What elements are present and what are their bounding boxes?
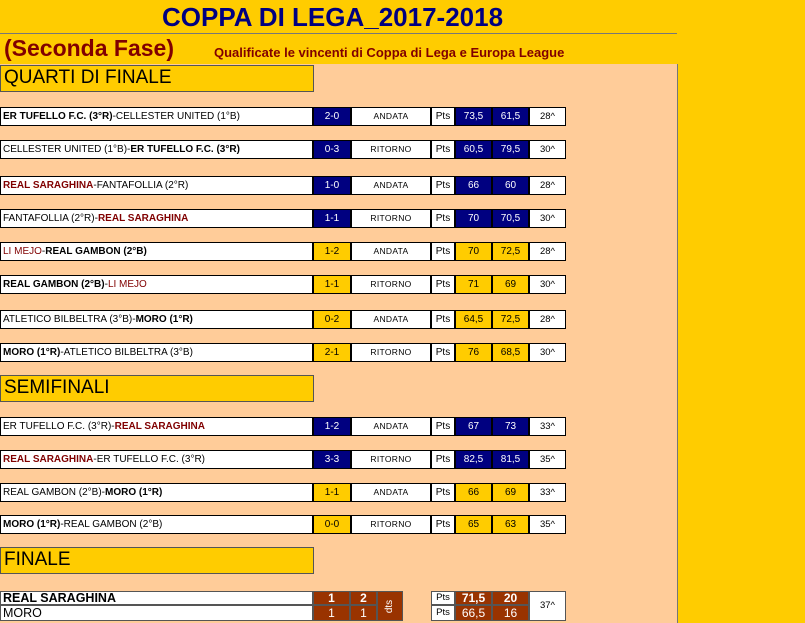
points-home: 76 bbox=[455, 343, 492, 362]
table-row bbox=[0, 515, 566, 534]
team-name: ER TUFELLO F.C. (3°R)- bbox=[3, 421, 115, 432]
match-day: 28^ bbox=[529, 310, 566, 329]
points-home: 70 bbox=[455, 209, 492, 228]
match-leg: ANDATA bbox=[351, 107, 431, 126]
match-score: 1-2 bbox=[313, 242, 351, 261]
final-dts-cell bbox=[377, 591, 403, 621]
final-pts-label2: Pts bbox=[431, 605, 455, 621]
points-away: 61,5 bbox=[492, 107, 529, 126]
final-t2-extra: 16 bbox=[492, 605, 529, 621]
match-day: 33^ bbox=[529, 417, 566, 436]
final-t2-goals1: 1 bbox=[313, 605, 350, 621]
points-home: 66 bbox=[455, 176, 492, 195]
match-name bbox=[0, 310, 313, 329]
final-t1-goals1: 1 bbox=[313, 591, 350, 605]
right-gold-panel bbox=[677, 0, 805, 623]
team-name: LI MEJO bbox=[107, 279, 147, 290]
pts-label: Pts bbox=[431, 242, 455, 261]
table-row bbox=[0, 417, 566, 436]
table-row bbox=[0, 209, 566, 228]
match-score: 1-1 bbox=[313, 483, 351, 502]
table-row bbox=[0, 450, 566, 469]
match-day: 28^ bbox=[529, 176, 566, 195]
points-home: 64,5 bbox=[455, 310, 492, 329]
points-away: 69 bbox=[492, 275, 529, 294]
match-name bbox=[0, 140, 313, 159]
section-quarter: QUARTI DI FINALE bbox=[0, 65, 314, 92]
match-name bbox=[0, 176, 313, 195]
team-name: ATLETICO BILBELTRA (3°B)- bbox=[3, 314, 136, 325]
section-semi: SEMIFINALI bbox=[0, 375, 314, 402]
match-score: 1-1 bbox=[313, 209, 351, 228]
phase-note: Qualificate le vincenti di Coppa di Lega e Europa League bbox=[214, 45, 565, 60]
pts-label: Pts bbox=[431, 515, 455, 534]
match-day: 30^ bbox=[529, 140, 566, 159]
team-name: ER TUFELLO F.C. (3°R) bbox=[130, 144, 240, 155]
match-score: 0-3 bbox=[313, 140, 351, 159]
team-name: REAL GAMBON (2°B) bbox=[3, 279, 105, 290]
phase-label: (Seconda Fase) bbox=[4, 35, 174, 61]
match-day: 35^ bbox=[529, 450, 566, 469]
match-name bbox=[0, 343, 313, 362]
final-team1: REAL SARAGHINA bbox=[0, 591, 313, 605]
title-divider bbox=[0, 33, 677, 34]
team-name: REAL SARAGHINA bbox=[114, 421, 205, 432]
table-row bbox=[0, 310, 566, 329]
right-divider bbox=[677, 64, 678, 623]
points-away: 79,5 bbox=[492, 140, 529, 159]
team-name: MORO (1°R) bbox=[135, 314, 193, 325]
team-name: FANTAFOLLIA (2°R)- bbox=[3, 213, 98, 224]
match-name bbox=[0, 515, 313, 534]
final-pts-label1: Pts bbox=[431, 591, 455, 605]
team-name: MORO (1°R) bbox=[3, 519, 61, 530]
pts-label: Pts bbox=[431, 450, 455, 469]
team-name: -ER TUFELLO F.C. (3°R) bbox=[93, 454, 205, 465]
points-away: 72,5 bbox=[492, 310, 529, 329]
match-leg: RITORNO bbox=[351, 209, 431, 228]
team-name: MORO (1°R) bbox=[3, 347, 61, 358]
match-leg: ANDATA bbox=[351, 417, 431, 436]
table-row bbox=[0, 140, 566, 159]
match-leg: RITORNO bbox=[351, 140, 431, 159]
match-name bbox=[0, 450, 313, 469]
table-row bbox=[0, 275, 566, 294]
team-name: -CELLESTER UNITED (1°B) bbox=[112, 111, 240, 122]
pts-label: Pts bbox=[431, 107, 455, 126]
team-name: REAL SARAGHINA bbox=[3, 180, 94, 191]
points-home: 66 bbox=[455, 483, 492, 502]
pts-label: Pts bbox=[431, 310, 455, 329]
match-day: 28^ bbox=[529, 107, 566, 126]
match-name bbox=[0, 242, 313, 261]
final-t2-pts: 66,5 bbox=[455, 605, 492, 621]
team-name: ER TUFELLO F.C. (3°R) bbox=[3, 111, 113, 122]
match-name bbox=[0, 417, 313, 436]
team-name: -ATLETICO BILBELTRA (3°B) bbox=[60, 347, 193, 358]
match-score: 1-0 bbox=[313, 176, 351, 195]
points-away: 70,5 bbox=[492, 209, 529, 228]
match-name bbox=[0, 483, 313, 502]
match-day: 30^ bbox=[529, 343, 566, 362]
team-name: MORO (1°R) bbox=[104, 487, 163, 498]
match-day: 30^ bbox=[529, 275, 566, 294]
points-home: 67 bbox=[455, 417, 492, 436]
match-leg: ANDATA bbox=[351, 242, 431, 261]
team-name: LI MEJO bbox=[3, 246, 42, 257]
final-t2-goals2: 1 bbox=[350, 605, 377, 621]
match-score: 0-2 bbox=[313, 310, 351, 329]
match-day: 33^ bbox=[529, 483, 566, 502]
pts-label: Pts bbox=[431, 275, 455, 294]
match-day: 30^ bbox=[529, 209, 566, 228]
table-row bbox=[0, 483, 566, 502]
points-home: 73,5 bbox=[455, 107, 492, 126]
section-final: FINALE bbox=[0, 547, 314, 574]
table-row bbox=[0, 343, 566, 362]
match-score: 0-0 bbox=[313, 515, 351, 534]
match-day: 35^ bbox=[529, 515, 566, 534]
match-score: 2-0 bbox=[313, 107, 351, 126]
team-name: CELLESTER UNITED (1°B)- bbox=[3, 144, 131, 155]
points-away: 63 bbox=[492, 515, 529, 534]
team-name: - bbox=[41, 246, 46, 257]
points-home: 65 bbox=[455, 515, 492, 534]
points-home: 70 bbox=[455, 242, 492, 261]
team-name: - bbox=[104, 279, 108, 290]
match-score: 3-3 bbox=[313, 450, 351, 469]
match-day: 28^ bbox=[529, 242, 566, 261]
pts-label: Pts bbox=[431, 483, 455, 502]
page-title: COPPA DI LEGA_2017-2018 bbox=[162, 2, 504, 32]
final-day: 37^ bbox=[529, 591, 566, 621]
team-name: REAL GAMBON (2°B) bbox=[45, 246, 147, 257]
points-away: 60 bbox=[492, 176, 529, 195]
match-leg: RITORNO bbox=[351, 450, 431, 469]
pts-label: Pts bbox=[431, 209, 455, 228]
match-score: 1-2 bbox=[313, 417, 351, 436]
match-name bbox=[0, 275, 313, 294]
match-name bbox=[0, 107, 313, 126]
final-t1-extra: 20 bbox=[492, 591, 529, 605]
table-row bbox=[0, 107, 566, 126]
final-t1-goals2: 2 bbox=[350, 591, 377, 605]
final-dts: dts bbox=[384, 599, 396, 613]
team-name: -FANTAFOLLIA (2°R) bbox=[93, 180, 189, 191]
pts-label: Pts bbox=[431, 140, 455, 159]
points-away: 72,5 bbox=[492, 242, 529, 261]
points-away: 73 bbox=[492, 417, 529, 436]
match-leg: ANDATA bbox=[351, 483, 431, 502]
team-name: REAL GAMBON (2°B)- bbox=[3, 487, 105, 498]
points-home: 71 bbox=[455, 275, 492, 294]
match-leg: RITORNO bbox=[351, 343, 431, 362]
table-row bbox=[0, 242, 566, 261]
match-leg: ANDATA bbox=[351, 310, 431, 329]
match-leg: RITORNO bbox=[351, 275, 431, 294]
match-leg: RITORNO bbox=[351, 515, 431, 534]
points-home: 60,5 bbox=[455, 140, 492, 159]
match-leg: ANDATA bbox=[351, 176, 431, 195]
match-score: 1-1 bbox=[313, 275, 351, 294]
table-row bbox=[0, 176, 566, 195]
points-home: 82,5 bbox=[455, 450, 492, 469]
pts-label: Pts bbox=[431, 343, 455, 362]
final-t1-pts: 71,5 bbox=[455, 591, 492, 605]
final-team2: MORO bbox=[0, 605, 313, 621]
team-name: REAL SARAGHINA bbox=[3, 454, 94, 465]
pts-label: Pts bbox=[431, 176, 455, 195]
match-name bbox=[0, 209, 313, 228]
team-name: REAL SARAGHINA bbox=[97, 213, 189, 224]
points-away: 81,5 bbox=[492, 450, 529, 469]
team-name: -REAL GAMBON (2°B) bbox=[60, 519, 163, 530]
match-score: 2-1 bbox=[313, 343, 351, 362]
points-away: 69 bbox=[492, 483, 529, 502]
pts-label: Pts bbox=[431, 417, 455, 436]
points-away: 68,5 bbox=[492, 343, 529, 362]
